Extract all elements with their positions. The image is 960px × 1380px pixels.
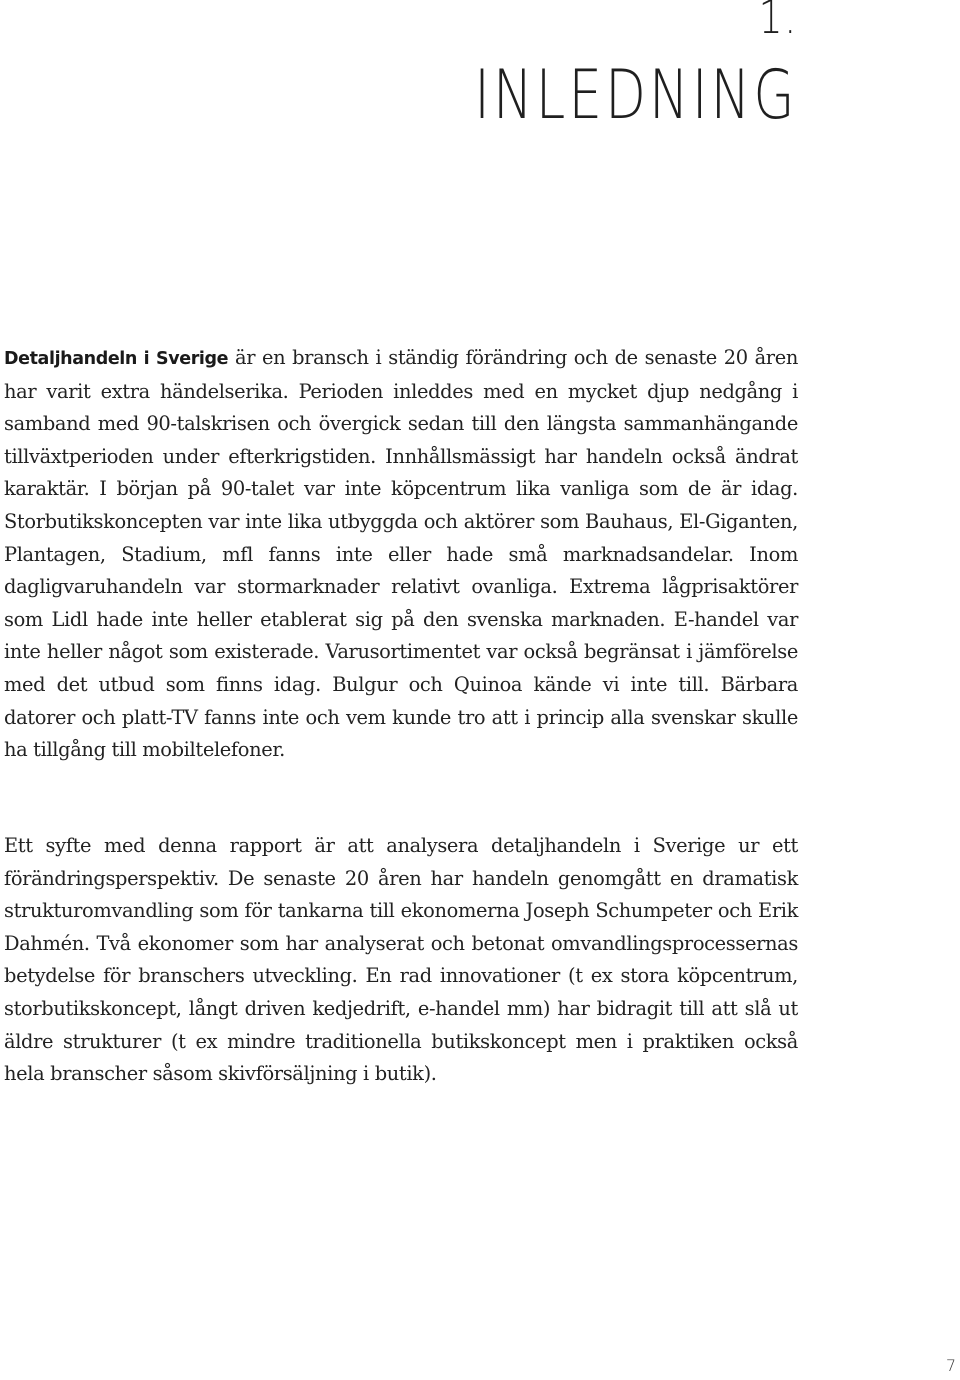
- chapter-number: 1.: [758, 0, 798, 44]
- paragraph-purpose: [4, 830, 798, 1091]
- paragraph-purpose-text: Ett syfte med denna rapport är att analysera detaljhandeln i Sverige ur ett förändringsperspektiv. De senaste 20 åren har handeln genomgått en dramatisk strukturomvandling som för tankarna till ekonomerna Joseph Schumpeter och Erik Dahmén. Två ekonomer som har analyserat och betonat omvandlingsprocessernas betydelse för branschers utveckling. En rad innovationer (t ex stora köpcentrum, storbutikskoncept, långt driven kedjedrift, e-handel mm) har bidragit till att slå ut äldre strukturer (t ex mindre traditionella butikskoncept men i praktiken också hela branscher såsom skivförsäljning i butik).: [4, 834, 798, 1086]
- paragraph-intro: [4, 342, 798, 767]
- page-number: 7: [945, 1356, 956, 1375]
- lead-in-phrase: Detaljhandeln i Sverige: [4, 349, 229, 369]
- paragraph-intro-text: är en bransch i ständig förändring och de senaste 20 åren har varit extra händelserika. Perioden inleddes med en mycket djup nedgång i samband med 90-talskrisen och övergick sedan till den längsta sammanhängande tillväxtperioden under efterkrigstiden. Innhållsmässigt har handeln också ändrat karaktär. I början på 90-talet var inte köpcentrum lika vanliga som de är idag. Storbutikskoncepten var inte lika utbyggda och aktörer som Bauhaus, El-Giganten, Plantagen, Stadium, mfl fanns inte eller hade små marknadsandelar. Inom dagligvaruhandeln var stormarknader relativt ovanliga. Extrema lågprisaktörer som Lidl hade inte heller etablerat sig på den svenska marknaden. E-handel var inte heller något som existerade. Varusortimentet var också begränsat i jämförelse med det utbud som finns idag. Bulgur och Quinoa kände vi inte till. Bärbara datorer och platt-TV fanns inte och vem kunde tro att i princip alla svenskar skulle ha tillgång till mobiltelefoner.: [4, 346, 798, 762]
- chapter-title: INLEDNING: [474, 56, 798, 135]
